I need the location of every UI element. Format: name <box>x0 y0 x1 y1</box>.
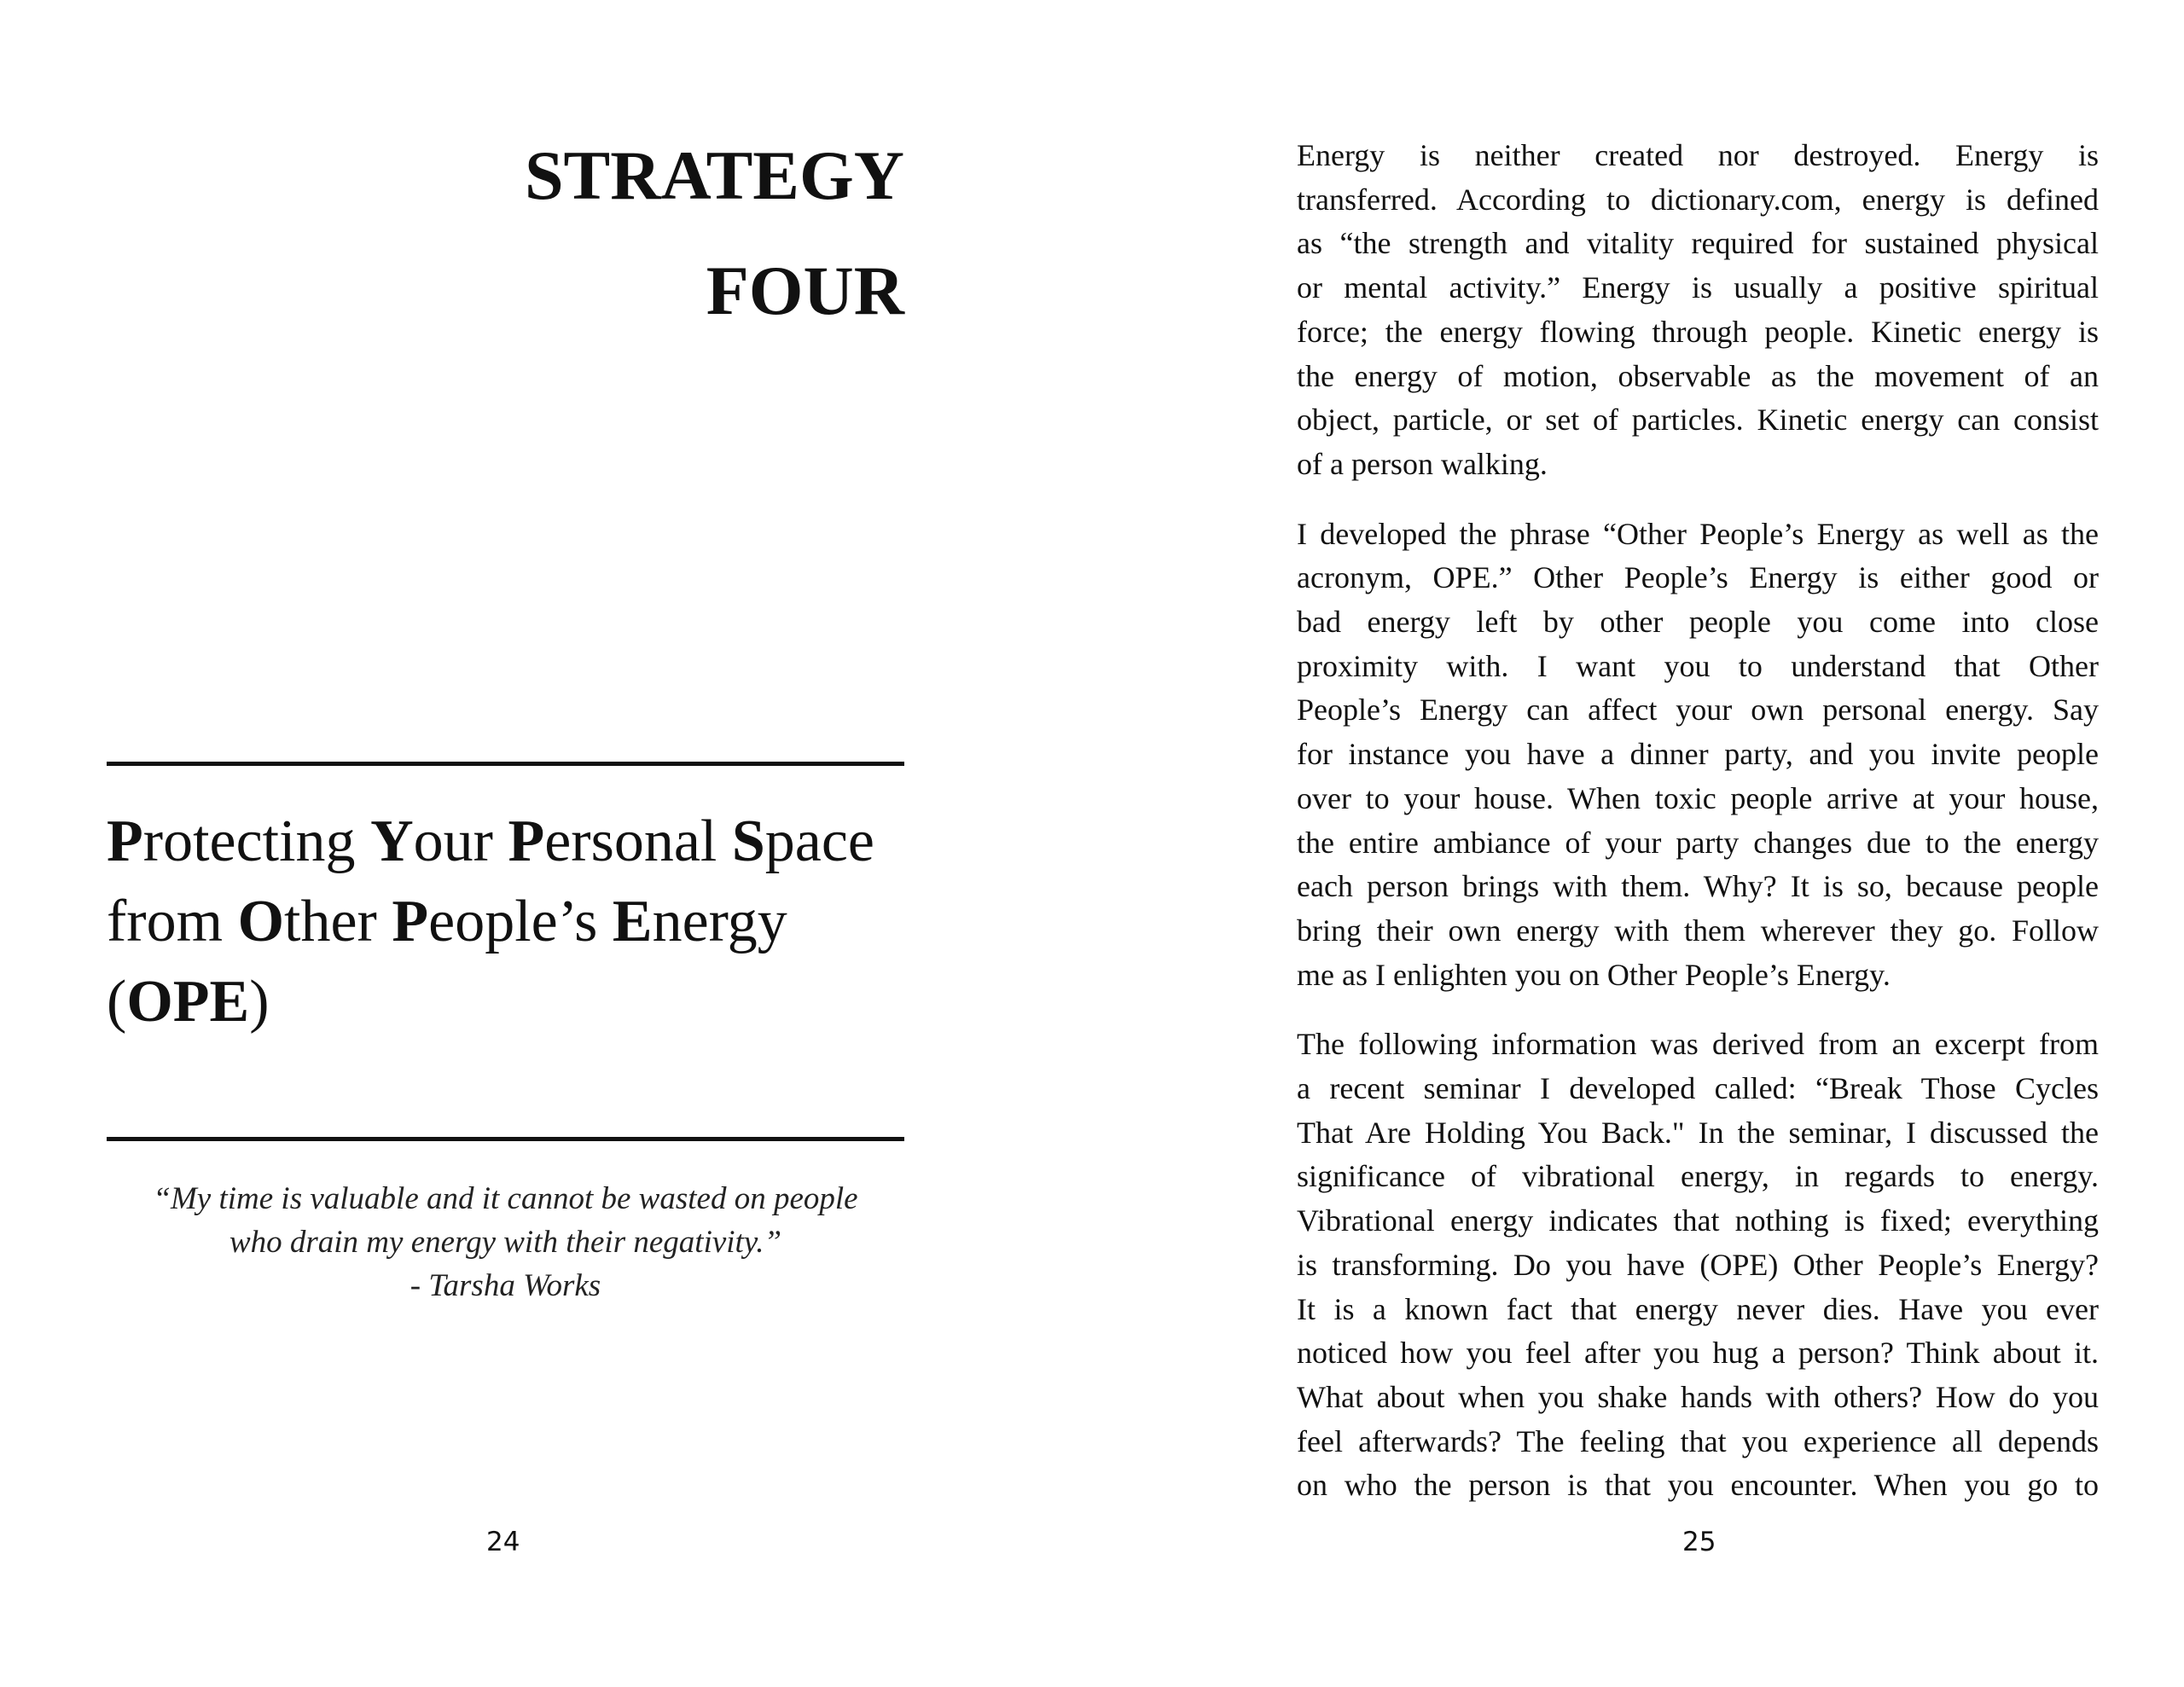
text-line: People’s Energy can affect your own personal energy. Say <box>1297 693 2099 728</box>
title-fragment: ) <box>249 969 270 1035</box>
text-line: I developed the phrase “Other People’s Energy as well as the <box>1297 516 2099 551</box>
text-line: object, particle, or set of particles. Kinetic energy can consist <box>1297 403 2099 438</box>
title-fragment: pace <box>764 809 874 874</box>
text-line: feel afterwards? The feeling that you experience all depends <box>1297 1423 2099 1458</box>
epigraph-line: “My time is valuable and it cannot be wasted on people <box>153 1181 858 1216</box>
title-fragment: P <box>107 809 143 874</box>
title-fragment: our <box>413 809 508 874</box>
title-fragment: eople’s <box>428 889 613 954</box>
title-fragment: S <box>731 809 765 874</box>
text-line: or mental activity.” Energy is usually a positive spiritual <box>1297 270 2099 305</box>
top-divider-rule <box>107 762 904 766</box>
title-fragment: Y <box>370 809 414 874</box>
chapter-heading-four: FOUR <box>706 252 904 329</box>
title-fragment: E <box>612 889 653 954</box>
chapter-title <box>107 802 926 1042</box>
title-fragment: OPE <box>126 969 250 1035</box>
text-line: each person brings with them. Why? It is so, because people <box>1297 869 2099 904</box>
text-line: for instance you have a dinner party, and you invite people <box>1297 737 2099 772</box>
text-line: The following information was derived from an excerpt from <box>1297 1027 2099 1062</box>
title-fragment: ersonal <box>544 809 732 874</box>
text-line: the energy of motion, observable as the movement of an <box>1297 358 2099 393</box>
body-paragraph-3 <box>1297 1023 2099 1508</box>
title-fragment: nergy <box>652 889 787 954</box>
epigraph-author: - Tarsha Works <box>410 1268 601 1303</box>
chapter-title-line-2 <box>107 882 926 962</box>
body-paragraph-1 <box>1297 134 2099 487</box>
epigraph-quote <box>107 1177 904 1307</box>
text-line: It is a known fact that energy never dies. Have you ever <box>1297 1291 2099 1326</box>
page-number-left: 24 <box>486 1527 520 1557</box>
text-line: noticed how you feel after you hug a person? Think about it. <box>1297 1336 2099 1371</box>
chapter-heading-strategy: STRATEGY <box>524 136 904 214</box>
text-line: force; the energy flowing through people. Kinetic energy is <box>1297 314 2099 349</box>
body-text <box>1297 134 2099 1533</box>
text-line: bad energy left by other people you come into close <box>1297 605 2099 640</box>
epigraph-line: who drain my energy with their negativity.” <box>229 1225 782 1260</box>
text-line: on who the person is that you encounter. When you go to <box>1297 1468 2099 1503</box>
text-line: What about when you shake hands with others? How do you <box>1297 1379 2099 1414</box>
right-page <box>1092 0 2184 1687</box>
title-fragment: O <box>237 889 285 954</box>
text-line: me as I enlighten you on Other People’s Energy. <box>1297 957 1891 992</box>
title-fragment: P <box>392 889 429 954</box>
bottom-divider-rule <box>107 1137 904 1141</box>
page-number-right: 25 <box>1682 1527 1716 1557</box>
title-fragment: ( <box>107 969 127 1035</box>
text-line: significance of vibrational energy, in regards to energy. <box>1297 1159 2099 1194</box>
title-fragment: ther <box>284 889 392 954</box>
body-paragraph-2 <box>1297 513 2099 998</box>
text-line: over to your house. When toxic people arrive at your house, <box>1297 780 2099 815</box>
text-line: That Are Holding You Back." In the seminar, I discussed the <box>1297 1115 2099 1150</box>
text-line: transferred. According to dictionary.com, energy is defined <box>1297 182 2099 217</box>
title-fragment: rotecting <box>142 809 371 874</box>
text-line: proximity with. I want you to understand that Other <box>1297 648 2099 683</box>
text-line: Vibrational energy indicates that nothing is fixed; everything <box>1297 1203 2099 1238</box>
text-line: bring their own energy with them wherever they go. Follow <box>1297 913 2099 948</box>
text-line: Energy is neither created nor destroyed. Energy is <box>1297 138 2099 172</box>
text-line: as “the strength and vitality required for sustained physical <box>1297 226 2099 261</box>
text-line: a recent seminar I developed called: “Break Those Cycles <box>1297 1071 2099 1106</box>
text-line: acronym, OPE.” Other People’s Energy is either good or <box>1297 560 2099 595</box>
text-line: is transforming. Do you have (OPE) Other People’s Energy? <box>1297 1247 2099 1282</box>
title-fragment: from <box>107 889 238 954</box>
text-line: the entire ambiance of your party changes due to the energy <box>1297 825 2099 860</box>
text-line: of a person walking. <box>1297 446 1548 481</box>
chapter-title-line-3 <box>107 962 926 1042</box>
chapter-title-line-1 <box>107 802 926 882</box>
title-fragment: P <box>508 809 545 874</box>
